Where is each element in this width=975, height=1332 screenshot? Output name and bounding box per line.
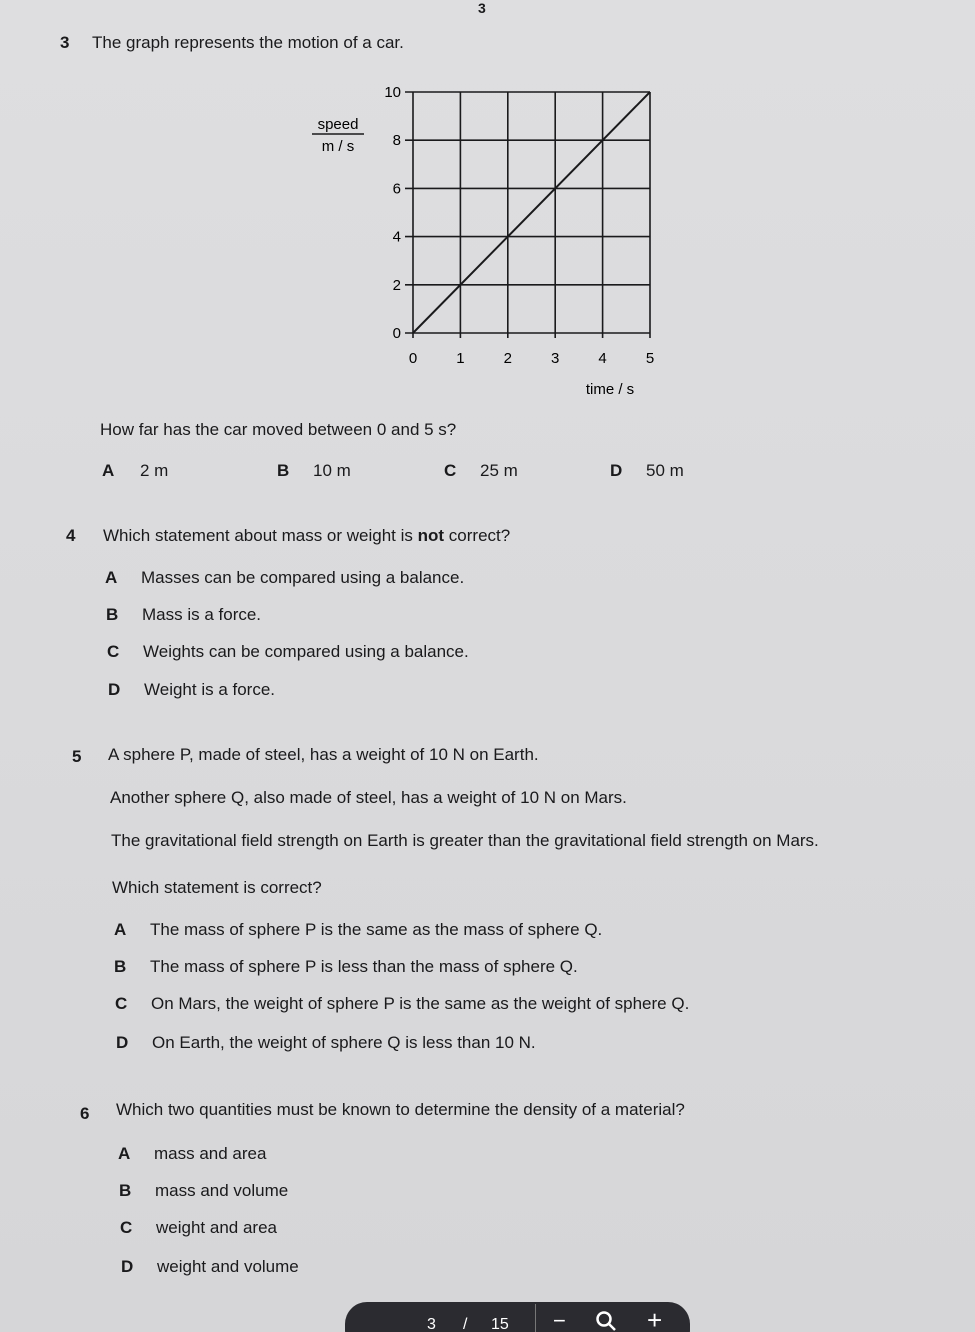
toolbar-divider (535, 1304, 536, 1332)
y-tick-label-2: 2 (392, 276, 401, 294)
q5-question: Which statement is correct? (112, 878, 322, 897)
q6-text: Which two quantities must be known to determine the density of a material? (116, 1100, 685, 1119)
q3-option-b: B 10 m (277, 461, 351, 480)
q3-option-d: D 50 m (610, 461, 684, 480)
zoom-in-button[interactable]: + (647, 1305, 663, 1332)
y-tick-label-4: 4 (392, 228, 401, 246)
q6-option-a: A mass and area (118, 1144, 267, 1163)
x-tick-label-0: 0 (408, 350, 418, 367)
q6-option-b: B mass and volume (119, 1181, 289, 1200)
q6-option-d: D weight and volume (121, 1257, 299, 1276)
q6-option-c: C weight and area (120, 1218, 277, 1237)
q4-option-c: C Weights can be compared using a balance. (107, 642, 469, 661)
q4-option-b: B Mass is a force. (106, 605, 262, 624)
q3-text: The graph represents the motion of a car. (92, 33, 404, 52)
q3-number: 3 (60, 33, 70, 52)
q5-line-1: A sphere P, made of steel, has a weight of 10 N on Earth. (108, 745, 539, 764)
y-axis-label-bottom: m / s (321, 138, 355, 155)
q5-line-2: Another sphere Q, also made of steel, has a weight of 10 N on Mars. (110, 788, 627, 807)
q6-number: 6 (80, 1104, 90, 1123)
page-number: 3 (478, 0, 486, 16)
q3-option-c: C 25 m (444, 461, 518, 480)
q3-question: How far has the car moved between 0 and 5 s? (100, 420, 457, 439)
current-page-input[interactable]: 3 (427, 1316, 436, 1332)
pdf-viewer-toolbar (345, 1302, 690, 1332)
q4-text: Which statement about mass or weight is not correct? (103, 526, 511, 545)
q5-number: 5 (72, 747, 82, 766)
q3-option-a: A 2 m (102, 461, 169, 480)
y-axis-label-top: speed (317, 116, 359, 133)
x-tick-label-5: 5 (645, 350, 655, 367)
q5-line-3: The gravitational field strength on Earth is greater than the gravitational field strength on Mars. (111, 831, 819, 850)
y-tick-label-0: 0 (392, 325, 401, 342)
x-tick-label-1: 1 (456, 350, 465, 367)
zoom-out-button[interactable]: − (553, 1308, 566, 1332)
q5-option-d: D On Earth, the weight of sphere Q is less than 10 N. (116, 1033, 536, 1052)
zoom-icon[interactable] (595, 1310, 617, 1332)
q4-number: 4 (66, 526, 76, 545)
q4-option-d: D Weight is a force. (108, 680, 276, 699)
speed-time-graph (0, 0, 975, 410)
page-separator: / (463, 1316, 468, 1332)
x-tick-label-3: 3 (551, 350, 560, 367)
q5-option-b: B The mass of sphere P is less than the mass of sphere Q. (114, 957, 578, 976)
x-tick-label-2: 2 (503, 350, 512, 367)
x-axis-label: time / s (585, 381, 635, 398)
speed-line (413, 92, 650, 333)
q5-option-c: C On Mars, the weight of sphere P is the same as the weight of sphere Q. (115, 994, 690, 1013)
total-pages: 15 (491, 1316, 509, 1332)
q4-option-a: A Masses can be compared using a balance. (105, 568, 465, 587)
y-tick-label-10: 10 (384, 84, 401, 101)
y-tick-label-6: 6 (392, 180, 401, 198)
q5-option-a: A The mass of sphere P is the same as the mass of sphere Q. (114, 920, 603, 939)
x-tick-label-4: 4 (598, 350, 607, 367)
y-tick-label-8: 8 (392, 132, 401, 150)
